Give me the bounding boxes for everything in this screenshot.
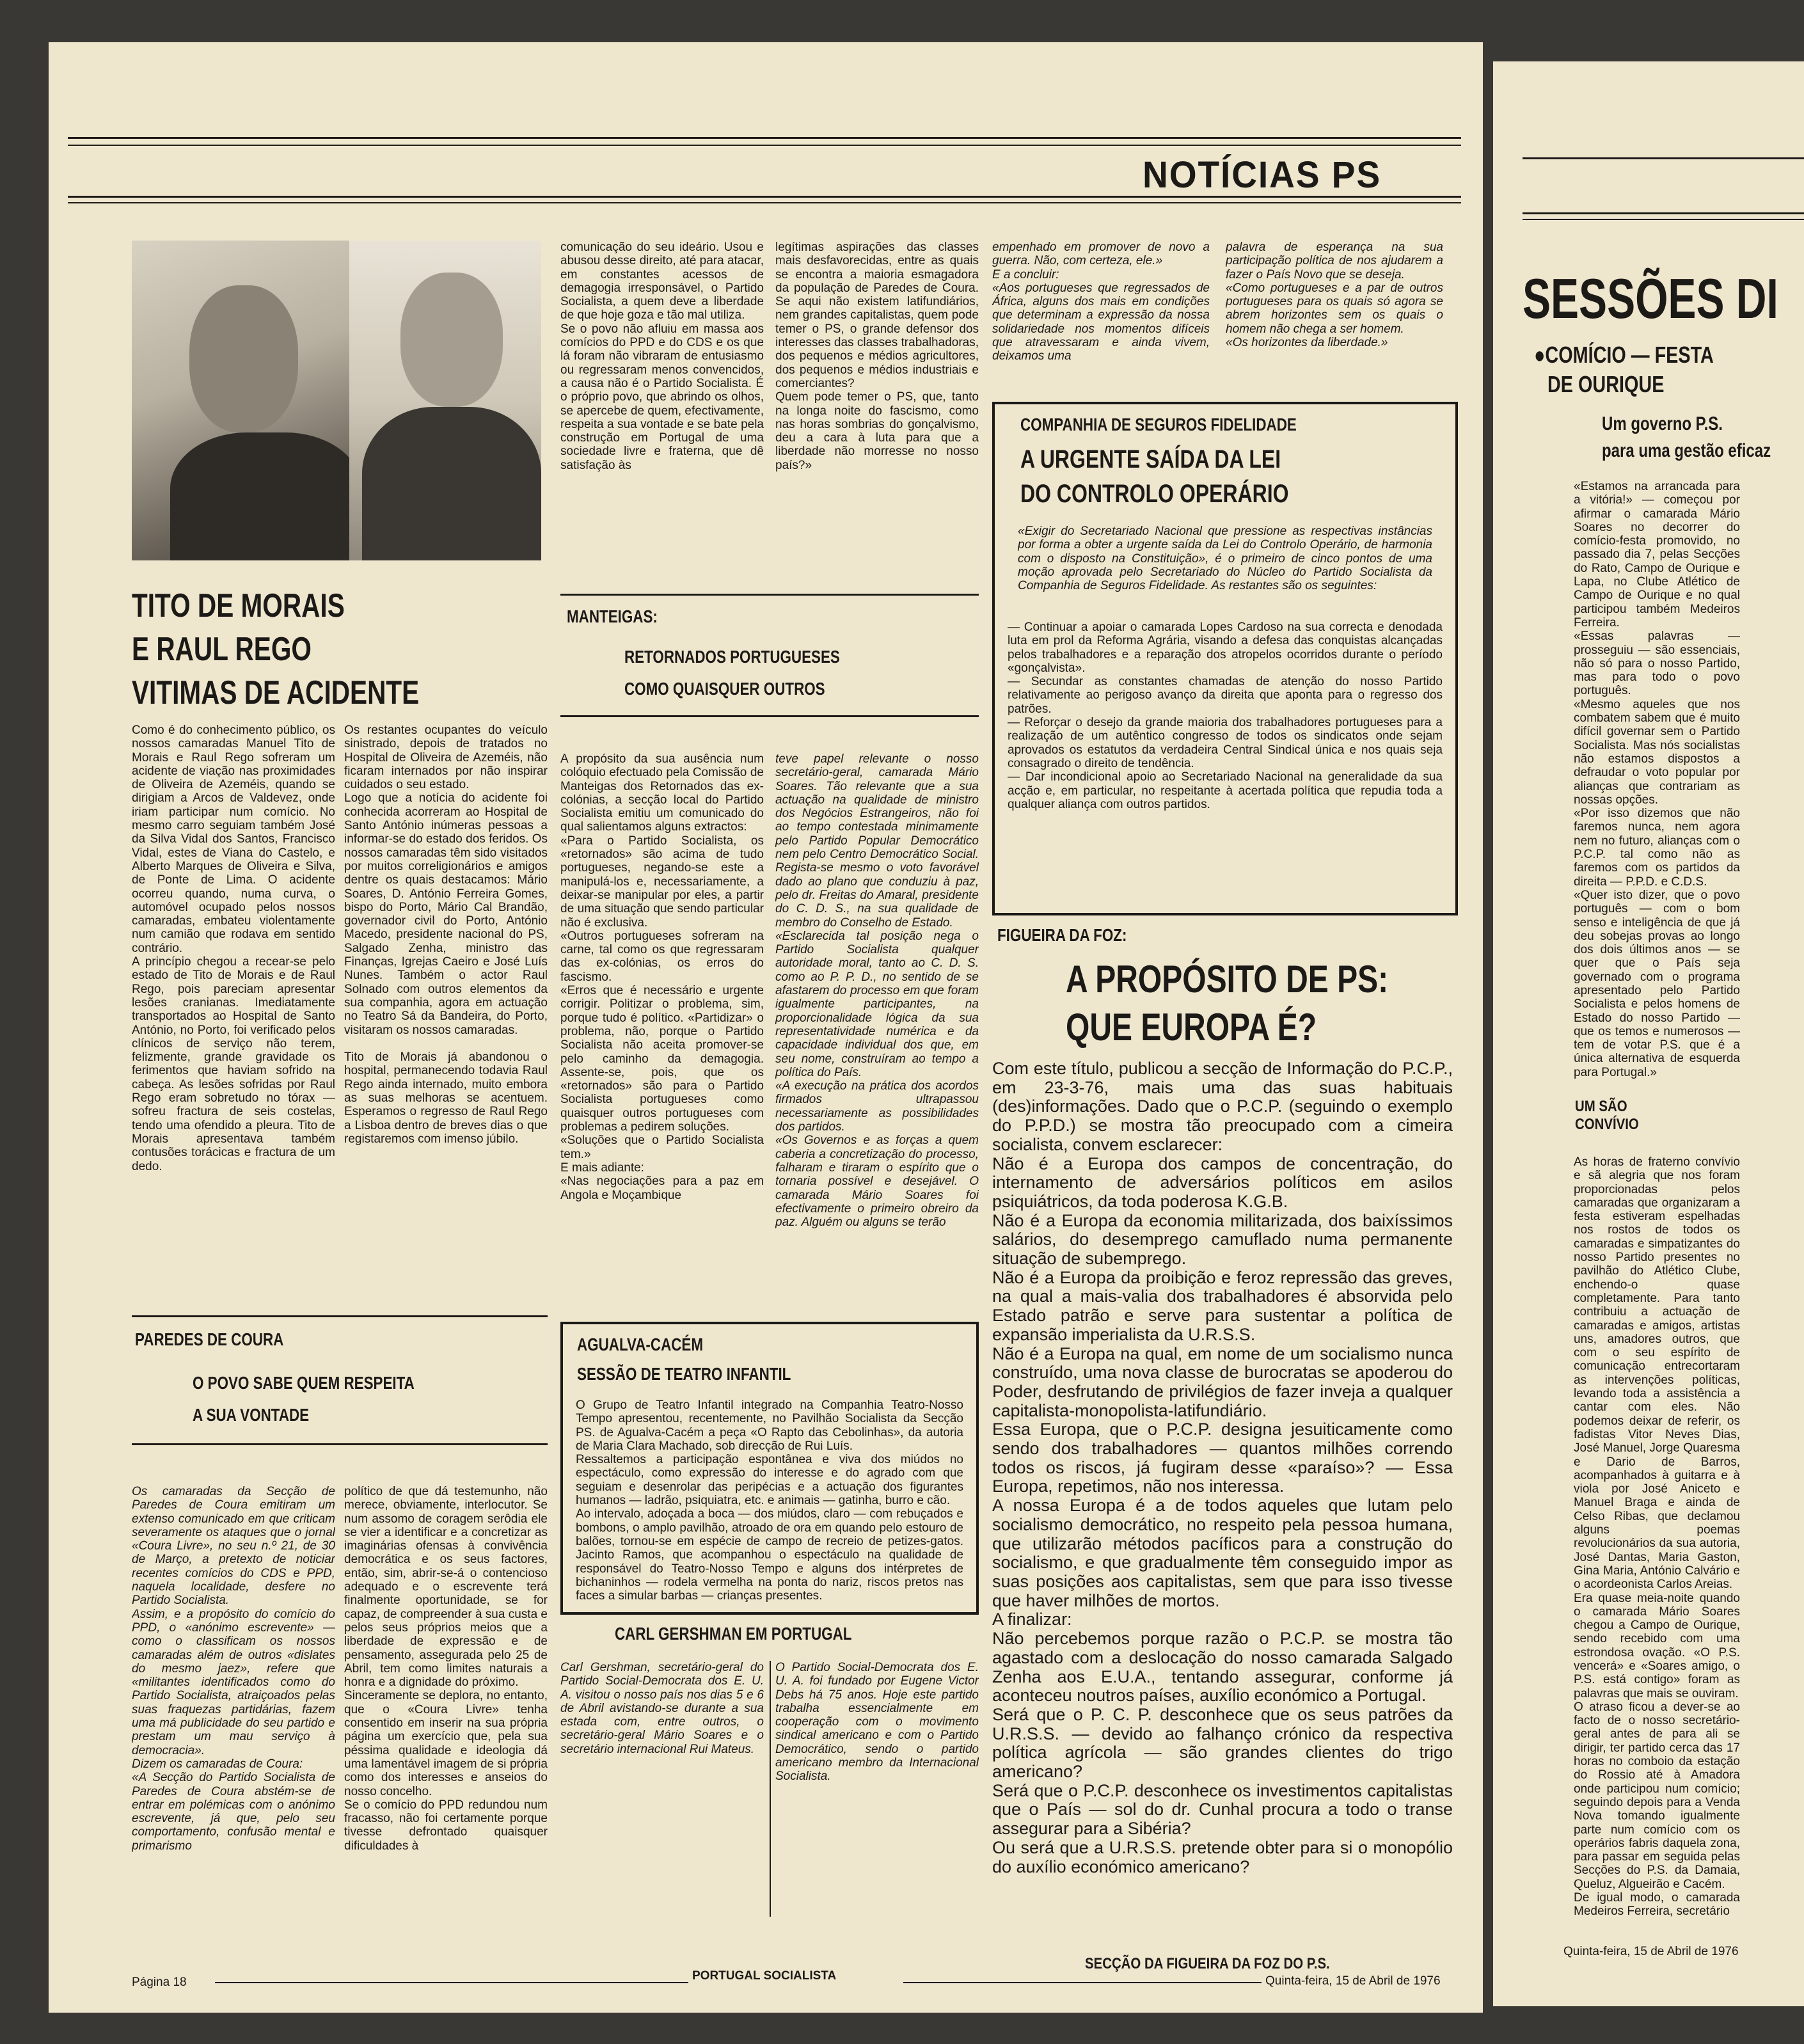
agualva-kicker: AGUALVA-CACÉM bbox=[577, 1335, 704, 1354]
manteigas-kicker: MANTEIGAS: bbox=[567, 606, 658, 626]
footer-date: Quinta-feira, 15 de Abril de 1976 bbox=[1265, 1974, 1441, 1988]
rule bbox=[560, 715, 979, 717]
header-rule bbox=[1523, 212, 1804, 214]
column-divider bbox=[770, 1661, 771, 1917]
fidelidade-subhead: A URGENTE SAÍDA DA LEI bbox=[1020, 445, 1281, 473]
paredes-article-col2: político de que dá testemunho, não merece, obviamente, interlocutor. Se num assomo de coragem serôdia ele se vier a identificar e a concretizar as imaginárias ofensas à convivência democrática e os seus factores, então, sim, abrir-se-á o contencioso adequado e o escrevente terá finalmente oportunidade, se for capaz, de compreender à sua custa e pelos seus próprios meios que a liberdade de expressão e de pensamento, assegurada pelo 25 de Abril, tem como limites naturais a honra e a dignidade do próximo. Sinceramente se deplora, no entanto, que o «Coura Livre» tenha consentido em inserir na sua própria página um exercício que, pela sua péssima qualidade e ideologia dá uma lamentável imagem de si própria como dos interesses e anseios do nosso concelho. Se o comício do PPD redundou num fracasso, não foi certamente porque tivesse defrontado quaisquer dificuldades à bbox=[344, 1485, 548, 1853]
manteigas-subhead: COMO QUAISQUER OUTROS bbox=[624, 679, 825, 699]
newspaper-page-19-partial bbox=[1493, 61, 1804, 2006]
manteigas-article-col2: teve papel relevante o nosso secretário-geral, camarada Mário Soares. Tão relevante que a sua actuação na qualidade de ministro dos Negócios Estrangeiros, não foi ao tempo contestada minimamente pelo Partido Popular Democrático nem pelo Centro Democrático Social. Regista-se mesmo o voto favorável dado ao plano que conduziu à paz, pelo dr. Freitas do Amaral, presidente do C. D. S., na sua qualidade de membro do Conselho de Estado. «Esclarecida tal posição nega o Partido Socialista qualquer autoridade moral, tanto ao C. D. S. como ao P. P. D., no sentido de se afastarem do processo em que foram igualmente participantes, na proporcionalidade lógica da sua representatividade numérica e da capacidade individual dos que, em seu nome, construíram ao tempo a política do País. «A execução na prática dos acordos firmados ultrapassou necessariamente as possibilidades dos partidos. «Os Governos e as forças a quem caberia a concretização do processo, falharam e tiraram o espírito que o tornaria possível e desejável. O camarada Mário Soares foi efectivamente o primeiro obreiro da paz. Alguém ou alguns se terão bbox=[775, 752, 979, 1230]
header-rule bbox=[1523, 219, 1804, 220]
figueira-signature: SECÇÃO DA FIGUEIRA DA FOZ DO P.S. bbox=[1085, 1955, 1330, 1972]
tito-headline-line: E RAUL REGO bbox=[132, 631, 312, 668]
figueira-kicker: FIGUEIRA DA FOZ: bbox=[997, 925, 1127, 945]
right-kicker: ●COMÍCIO — FESTA bbox=[1534, 342, 1714, 368]
agualva-article: O Grupo de Teatro Infantil integrado na Companhia Teatro-Nosso Tempo apresentou, recentemente, no Pavilhão Socialista da Secção PS. de Agualva-Cacém a peça «O Rapto das Cebolinhas», da autoria de Maria Clara Machado, sob direcção de Rui Luís. Ressaltemos a participação espontânea e viva dos miúdos no espectáculo, como expressão do interesse e do agrado com que seguiam e desenrolar das peripécias e a actuação dos figurantes humanos — ladrão, psiquiatra, etc. e animais — gatinha, burro e cão. Ao intervalo, adoçada a boca — dos miúdos, claro — com rebuçados e bombons, o amplo pavilhão, atroado de ora em quando pelo estouro de balões, tornou-se em espécie de campo de recreio de petizes-gatos. Jacinto Ramos, que acompanhou o espectáculo na qualidade de responsável do Teatro-Nosso Tempo e alguns dos intérpretes de bichaninhos — rodela vermelha na ponta do nariz, riscos pretos nas faces a simular barbas — crianças presentes. bbox=[576, 1398, 963, 1603]
manteigas-article-col1: A propósito da sua ausência num colóquio efectuado pela Comissão de Manteigas dos Retornados das ex-colónias, a secção local do Partido Socialista emitiu um comunicado do qual salientamos alguns extractos: «Para o Partido Socialista, os «retornados» são acima de tudo portugueses, negando-se este a manipulá-los e, necessariamente, a deixar-se manipular por eles, a partir de uma situação que sendo particular não é exclusiva. «Outros portugueses sofreram na carne, tal como os que regressaram das ex-colónias, os erros do fascismo. «Erros que é necessário e urgente corrigir. Politizar o problema, sim, porque tudo é político. «Partidizar» o problema, não, porque o Partido Socialista não aceita promover-se pelo caminho da demagogia. Assente-se, pois, que os «retornados» são para o Partido Socialista portugueses como quaisquer outros portugueses com problemas a pedirem soluções. «Soluções que o Partido Socialista tem.» E mais adiante: «Nas negociações para a paz em Angola e Moçambique bbox=[560, 752, 764, 1202]
paredes-continuation-col4: legítimas aspirações das classes mais desfavorecidas, entre as quais se encontra a maioria esmagadora da população de Paredes de Coura. Se aqui não existem latifundiários, nem grandes capitalistas, quem pode temer o PS, o grande defensor dos interesses das classes trabalhadoras, dos pequenos e médios agricultores, dos pequenos e médios industriais e comerciantes? Quem pode temer o PS, que, tanto na longa noite do fascismo, como nas horas sombrias do gonçalvismo, deu a cara à luta para que a liberdade não morresse no nosso país?» bbox=[775, 241, 979, 472]
footer-rule bbox=[215, 1982, 688, 1983]
paredes-subhead: A SUA VONTADE bbox=[193, 1405, 310, 1425]
footer-publication: PORTUGAL SOCIALISTA bbox=[692, 1969, 837, 1983]
figueira-subhead: A PROPÓSITO DE PS: bbox=[1066, 958, 1389, 1001]
footer-rule bbox=[903, 1982, 1262, 1983]
gershman-col1: Carl Gershman, secretário-geral do Partido Social-Democrata dos E. U. A. visitou o nosso país nos dias 5 e 6 de Abril avistando-se durante a sua estada com, entre outros, o secretário-geral Mário Soares e o secretário internacional Rui Mateus. bbox=[560, 1661, 764, 1756]
tito-headline-line: TITO DE MORAIS bbox=[132, 587, 345, 624]
fidelidade-points: — Continuar a apoiar o camarada Lopes Cardoso na sua correcta e denodada luta em prol da Reforma Agrária, visando a defesa das conquistas alcançadas pelos trabalhadores e a reparação dos atropelos ocorridos durante o período «gonçalvista». — Secundar as constantes chamadas de atenção do nosso Partido relativamente ao perigoso avanço da direita que aponta para o regresso dos patrões. — Reforçar o desejo da grande maioria dos trabalhadores portugueses para a realização de um autêntico congresso de todos os sindicatos onde sejam aprovados os estatutos da verdadeira Central Sindical única e nos quais seja consagrado o direito de tendência. — Dar incondicional apoio ao Secretariado Nacional na generalidade da sua acção e, em particular, no respeitante à acertada política que repudia toda a qualquer aliança com outros partidos. bbox=[1008, 621, 1443, 811]
right-subhead: para uma gestão eficaz bbox=[1602, 440, 1771, 461]
right-subhead: Um governo P.S. bbox=[1602, 413, 1723, 434]
manteigas-subhead: RETORNADOS PORTUGUESES bbox=[624, 647, 840, 667]
header-rule-top bbox=[68, 137, 1461, 139]
newspaper-page-18 bbox=[49, 42, 1483, 2013]
header-rule bbox=[1523, 157, 1804, 159]
header-rule-4 bbox=[68, 202, 1461, 203]
right-headline: SESSÕES DI bbox=[1523, 267, 1778, 330]
right-article-col2: As horas de fraterno convívio e sã alegria que nos foram proporcionadas pelos camaradas que organizaram a festa estiveram espelhadas nos rostos de todos os camaradas e simpatizantes do nosso Partido presentes no pavilhão do Atlético Clube, enchendo-o quase completamente. Para tanto contribuiu a actuação de camaradas e amigos, artistas uns, amadores outros, que com o seu espírito de comunicação entrecortaram as intervenções políticas, levando toda a assistência a cantar com eles. Não podemos deixar de referir, os fadistas Vitor Neves Dias, José Manuel, Jorge Quaresma e Dario de Barros, acompanhados à guitarra e à viola por José Aniceto e Manuel Braga e ainda de Celso Ribas, que declamou alguns poemas revolucionários da sua autoria, José Dantas, Maria Gaston, Gina Maria, António Calvário e o acordeonista Carlos Areias. Era quase meia-noite quando o camarada Mário Soares chegou a Campo de Ourique, sendo recebido com uma estrondosa ovação. «O P.S. vencerá» e «Soares amigo, o P.S. está contigo» foram as palavras que mais se ouviram. O atraso ficou a dever-se ao facto de o nosso secretário-geral antes de para ali se dirigir, ter partido cerca das 17 horas no comboio da estação do Rossio até à Amadora onde participou num comício; seguindo depois para a Venda Nova tomando igualmente parte num comício com os operários fabris daquela zona, para passar em seguida pelas Secções do P.S. da Damaia, Queluz, Algueirão e Cacém. De igual modo, o camarada Medeiros Ferreira, secretário bbox=[1574, 1155, 1740, 1919]
rule bbox=[560, 594, 979, 596]
paredes-kicker: PAREDES DE COURA bbox=[135, 1329, 284, 1349]
tito-headline bbox=[132, 586, 541, 713]
fidelidade-intro: «Exigir do Secretariado Nacional que pressione as respectivas instâncias por forma a obter a urgente saída da Lei do Controlo Operário, de harmonia com o disposto na Constituição», é o primeiro de cinco pontos de uma moção aprovada pelo Secretariado do Núcleo do Partido Socialista da Companhia de Seguros Fidelidade. As restantes são os seguintes: bbox=[1018, 525, 1432, 593]
right-kicker: DE OURIQUE bbox=[1547, 371, 1665, 397]
page-number: Página 18 bbox=[132, 1976, 187, 1989]
header-rule-2 bbox=[68, 145, 1461, 146]
paredes-article-col1: Os camaradas da Secção de Paredes de Coura emitiram um extenso comunicado em que criticam severamente os ataques que o jornal «Coura Livre», no seu n.º 21, de 30 de Março, a pretexto de noticiar recentes comícios do CDS e PPD, naquela localidade, desfere no Partido Socialista. Assim, e a propósito do comício do PPD, o «anónimo escrevente» — como o classificam os nossos camaradas além de outros «dislates do mesmo jaez», refere que «militantes identificados como do Partido Socialista, atraiçoados pelas suas fraquezas partidárias, fazem uma má publicidade do seu partido e prestam um mau serviço à democracia». Dizem os camaradas de Coura: «A Secção do Partido Socialista de Paredes de Coura abstém-se de entrar em polémicas com o anónimo escrevente, já que, pelo seu comportamento, confusão mental e primarismo bbox=[132, 1485, 335, 1853]
figueira-subhead: QUE EUROPA É? bbox=[1066, 1006, 1317, 1049]
gershman-col2: O Partido Social-Democrata dos E. U. A. foi fundado por Eugene Victor Debs há 75 anos. Hoje este partido trabalha essencialmente em cooperação com o movimento sindical americano e com o Partido Democrático, sendo o partido americano membro da Internacional Socialista. bbox=[775, 1661, 979, 1784]
manteigas-continuation-col6: palavra de esperança na sua participação política de nos ajudarem a fazer o País Novo que se deseja. «Como portugueses e a par de outros portugueses para os quais só agora se abrem horizontes sem os quais o homem não chega a ser homem. «Os horizontes da liberdade.» bbox=[1226, 241, 1443, 350]
photo-raul-rego bbox=[349, 241, 541, 560]
gershman-kicker: CARL GERSHMAN EM PORTUGAL bbox=[615, 1624, 852, 1644]
fidelidade-kicker: COMPANHIA DE SEGUROS FIDELIDADE bbox=[1020, 415, 1297, 434]
tito-article-col1: Como é do conhecimento público, os nossos camaradas Manuel Tito de Morais e Raul Rego sofreram um acidente de viação nas proximidades de Oliveira de Azeméis, quando se dirigiam a Arcos de Valdevez, onde iriam participar num comício. No mesmo carro seguiam também José da Silva Vidal dos Santos, Francisco Vidal, estes de Viana do Castelo, e Alberto Marques de Oliveira e Silva, de Ponte de Lima. O acidente ocorreu quando, numa curva, o automóvel ocupado pelos nossos camaradas, embateu violentamente num camião que rodava em sentido contrário. A princípio chegou a recear-se pelo estado de Tito de Morais e de Raul Rego, pois pareciam apresentar lesões cranianas. Imediatamente transportados ao Hospital de Santo António, no Porto, foi verificado pelos clínicos de serviço não terem, felizmente, grande gravidade os ferimentos que haviam sofrido na cabeça. As lesões sofridas por Raul Rego eram sobretudo no tórax — sofreu fractura de seis costelas, tendo uma ofendido a pleura. Tito de Morais apresentava também contusões torácicas e fractura de um dedo. bbox=[132, 724, 335, 1173]
agualva-box bbox=[560, 1322, 979, 1615]
figueira-article: Com este título, publicou a secção de Informação do P.C.P., em 23-3-76, mais uma das suas habituais (des)informações. Dado que o P.C.P. (seguindo o exemplo do P.P.D.) se mostra tão preocupado com a cimeira socialista, convem esclarecer: Não é a Europa dos campos de concentração, do internamento de adversários políticos em asilos psiquiátricos, da toda poderosa K.G.B. Não é a Europa da economia militarizada, dos baixíssimos salários, do desemprego camuflado numa permanente situação de subemprego. Não é a Europa da proibição e feroz repressão das greves, na qual a mais-valia dos trabalhadores é absorvida pelo Estado patrão e serve para sustentar a política de expansão imperialista da U.R.S.S. Não é a Europa na qual, em nome de um socialismo nunca construído, uma nova classe de burocratas se apoderou do Poder, desfrutando de privilégios de fazer inveja a qualquer capitalista-monopolista-latifundiário. Essa Europa, que o P.C.P. designa jesuiticamente como sendo dos trabalhadores — quantos milhões correndo todos os riscos, já fugiram desse «paraíso»? — Essa Europa, repetimos, não nos interessa. A nossa Europa é a de todos aqueles que lutam pelo socialismo democrático, no respeito pela pessoa humana, que utilizarão métodos pacíficos para a construção do socialismo, e que gradualmente têm conseguido impor as suas posições aos capitalistas, sem que para isso tivesse que haver milhões de mortos. A finalizar: Não percebemos porque razão o P.C.P. se mostra tão agastado com a deslocação do nosso camarada Salgado Zenha aos E.U.A., tentando assegurar, conforme já aconteceu noutros países, auxílio económico a Portugal. Será que o P. C. P. desconhece que os seus patrões da U.R.S.S. — devido ao falhanço crónico da respectiva política agrícola — são grandes clientes do trigo americano? Será que o P.C.P. desconhece os investimentos capitalistas que o País — sol do dr. Cunhal procura a todo o transe assegurar para a Sibéria? Ou será que a U.R.S.S. pretende obter para si o monopólio do auxílio económico americano? bbox=[992, 1059, 1453, 1876]
right-section-head: UM SÃO bbox=[1575, 1098, 1627, 1115]
right-footer-date: Quinta-feira, 15 de Abril de 1976 bbox=[1563, 1945, 1739, 1958]
paredes-subhead: O POVO SABE QUEM RESPEITA bbox=[193, 1373, 415, 1393]
rule bbox=[132, 1443, 548, 1445]
rule bbox=[132, 1315, 548, 1317]
paredes-continuation-col3: comunicação do seu ideário. Usou e abusou desse direito, até para atacar, em constantes acessos de demagogia irresponsável, o Partido Socialista, a quem deve a liberdade de que hoje goza e tão mal utiliza. Se o povo não afluiu em massa aos comícios do PPD e do CDS e os que lá foram não vibraram de entusiasmo ou regressaram menos convencidos, a causa não é o Partido Socialista. É o próprio povo, que abrindo os olhos, se apercebe de quem, efectivamente, respeita a sua vontade e se bate pela construção em Portugal de uma sociedade livre e fraterna, que dê satisfação às bbox=[560, 241, 764, 472]
tito-headline-line: VITIMAS DE ACIDENTE bbox=[132, 674, 420, 711]
right-section-head: CONVÍVIO bbox=[1575, 1116, 1639, 1133]
right-article-col: «Estamos na arrancada para a vitória!» — começou por afirmar o camarada Mário Soares no decorrer do comício-festa promovido, no passado dia 7, pelas Secções do Rato, Campo de Ourique e Lapa, no Clube Atlético de Campo de Ourique e no qual participou também Medeiros Ferreira. «Essas palavras — prosseguiu — são essenciais, não só para o nosso Partido, mas para todo o povo português. «Mesmo aqueles que nos combatem sabem que é muito difícil governar sem o Partido Socialista. Mas nós socialistas não estamos dispostos a defraudar o voto popular por alianças que contrariam as nossas opções. «Por isso dizemos que não faremos nunca, nem agora nem no futuro, alianças com o P.C.P. tal como não as faremos com os partidos da direita — P.P.D. e C.D.S. «Quer isto dizer, que o povo português — com o bom senso e inteligência de que já deu sobejas provas ao longo dos dois últimos anos — se quer que o País seja governado com o programa apresentado pelo Partido Socialista e pelos homens de Estado do nosso Partido — que os temos e numerosos — tem de votar P.S. que é a única alternativa de esquerda para Portugal.» bbox=[1574, 480, 1740, 1079]
section-banner: NOTÍCIAS PS bbox=[1143, 154, 1381, 196]
tito-article-col2: Os restantes ocupantes do veículo sinistrado, depois de tratados no Hospital de Oliveira de Azeméis, não ficaram internados por não inspirar cuidados o seu estado. Logo que a notícia do acidente foi conhecida acorreram ao Hospital de Santo António inúmeras pessoas a informar-se do estado dos feridos. Os nossos camaradas têm sido visitados por muitos correligionários e amigos dentre os quais destacamos: Mário Soares, D. António Ferreira Gomes, bispo do Porto, Mário Cal Brandão, governador civil do Porto, António Macedo, presidente nacional do PS, Salgado Zenha, ministro das Finanças, Igrejas Caeiro e José Luís Nunes. Também o actor Raul Solnado com outros elementos da sua companhia, agora em actuação no Teatro Sá da Bandeira, do Porto, visitaram os nossos camaradas. Tito de Morais já abandonou o hospital, permanecendo todavia Raul Rego ainda internado, muito embora as suas melhoras se acentuem. Esperamos o regresso de Raul Rego a Lisboa dentro de breves dias o que registaremos com imenso júbilo. bbox=[344, 724, 548, 1146]
fidelidade-box bbox=[992, 402, 1458, 915]
fidelidade-subhead: DO CONTROLO OPERÁRIO bbox=[1020, 480, 1289, 508]
agualva-kicker: SESSÃO DE TEATRO INFANTIL bbox=[577, 1364, 791, 1384]
manteigas-continuation-col5: empenhado em promover de novo a guerra. Não, com certeza, ele.» E a concluir: «Aos portugueses que regressados de África, alguns dos mais em condições que determinam a expressão da nossa solidariedade nos momentos difíceis que atravessaram e ainda vivem, deixamos uma bbox=[992, 241, 1210, 363]
